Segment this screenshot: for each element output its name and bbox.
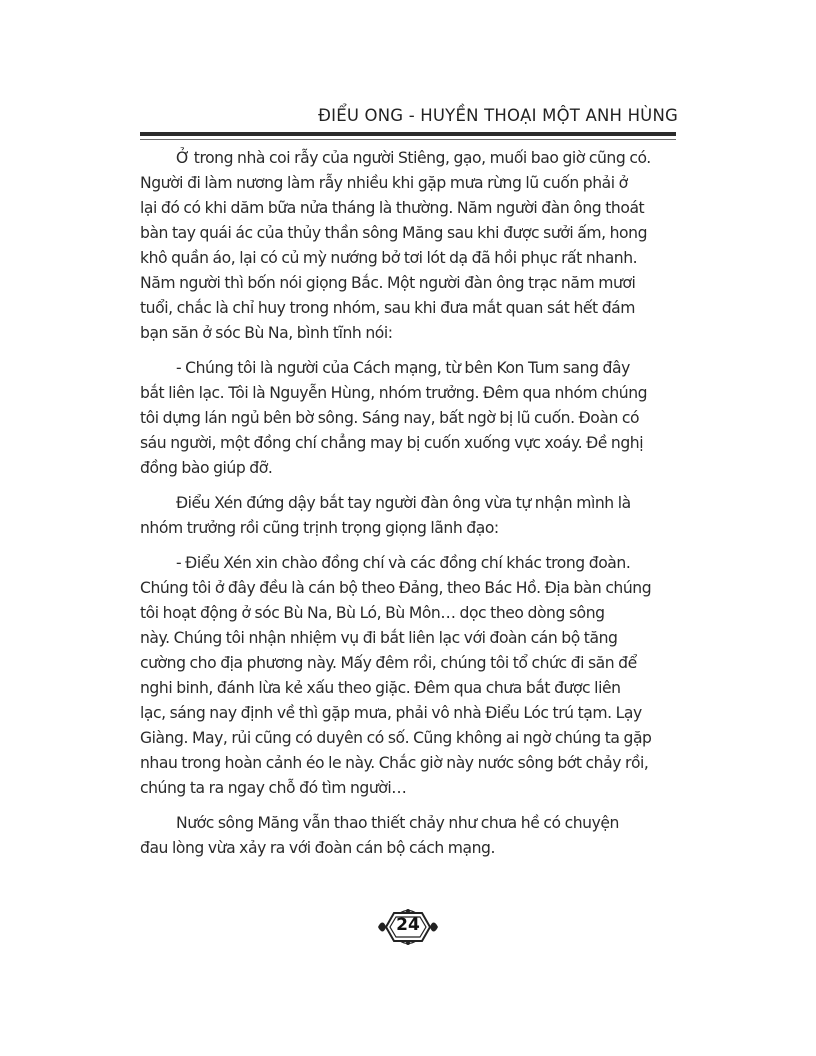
text-line: - Điểu Xén xin chào đồng chí và các đồng chí khác trong đoàn. [176, 554, 631, 572]
text-line: bạn săn ở sóc Bù Na, bình tĩnh nói: [140, 324, 393, 342]
running-header: ĐIỂU ONG - HUYỀN THOẠI MỘT ANH HÙNG [318, 106, 678, 125]
text-line: Người đi làm nương làm rẫy nhiều khi gặp mưa rừng lũ cuốn phải ở [140, 174, 628, 192]
text-line: - Chúng tôi là người của Cách mạng, từ bên Kon Tum sang đây [176, 359, 630, 377]
text-line: tuổi, chắc là chỉ huy trong nhóm, sau khi đưa mắt quan sát hết đám [140, 299, 635, 317]
text-line: Năm người thì bốn nói giọng Bắc. Một người đàn ông trạc năm mươi [140, 274, 636, 292]
paragraph [140, 551, 676, 801]
paragraph [140, 491, 676, 541]
page-number-ornament [376, 907, 440, 947]
body-text [140, 146, 676, 861]
text-line: chúng ta ra ngay chỗ đó tìm người… [140, 779, 407, 797]
text-line: nhóm trưởng rồi cũng trịnh trọng giọng lãnh đạo: [140, 519, 499, 537]
text-line: đau lòng vừa xảy ra với đoàn cán bộ cách mạng. [140, 839, 496, 857]
page-number: 24 [396, 915, 420, 935]
text-line: bắt liên lạc. Tôi là Nguyễn Hùng, nhóm trưởng. Đêm qua nhóm chúng [140, 384, 648, 402]
text-line: Điểu Xén đứng dậy bắt tay người đàn ông vừa tự nhận mình là [176, 494, 631, 512]
text-line: Nước sông Măng vẫn thao thiết chảy như chưa hề có chuyện [176, 814, 619, 832]
paragraph [140, 811, 676, 861]
text-line: nghi binh, đánh lừa kẻ xấu theo giặc. Đêm qua chưa bắt được liên [140, 679, 621, 697]
text-line: lạc, sáng nay định về thì gặp mưa, phải vô nhà Điểu Lóc trú tạm. Lạy [140, 704, 642, 722]
text-line: lại đó có khi dăm bữa nửa tháng là thường. Năm người đàn ông thoát [140, 199, 645, 217]
text-line: cường cho địa phương này. Mấy đêm rồi, chúng tôi tổ chức đi săn để [140, 654, 637, 672]
text-line: nhau trong hoàn cảnh éo le này. Chắc giờ này nước sông bớt chảy rồi, [140, 754, 649, 772]
text-line: đồng bào giúp đỡ. [140, 459, 273, 477]
header-rule-thin [140, 139, 676, 140]
paragraph [140, 146, 676, 346]
text-line: bàn tay quái ác của thủy thần sông Măng sau khi được sưởi ấm, hong [140, 224, 648, 242]
paragraph [140, 356, 676, 481]
text-line: Giàng. May, rủi cũng có duyên có số. Cũng không ai ngờ chúng ta gặp [140, 729, 652, 747]
text-line: Chúng tôi ở đây đều là cán bộ theo Đảng, theo Bác Hồ. Địa bàn chúng [140, 579, 652, 597]
text-line: sáu người, một đồng chí chẳng may bị cuốn xuống vực xoáy. Đề nghị [140, 434, 644, 452]
text-line: Ở trong nhà coi rẫy của người Stiêng, gạo, muối bao giờ cũng có. [176, 149, 651, 167]
text-line: khô quần áo, lại có củ mỳ nướng bở tơi lót dạ đã hồi phục rất nhanh. [140, 249, 638, 267]
text-line: tôi hoạt động ở sóc Bù Na, Bù Ló, Bù Môn… dọc theo dòng sông [140, 604, 605, 622]
text-line: tôi dựng lán ngủ bên bờ sông. Sáng nay, bất ngờ bị lũ cuốn. Đoàn có [140, 409, 640, 427]
text-line: này. Chúng tôi nhận nhiệm vụ đi bắt liên lạc với đoàn cán bộ tăng [140, 629, 618, 647]
header-rule [140, 132, 676, 136]
